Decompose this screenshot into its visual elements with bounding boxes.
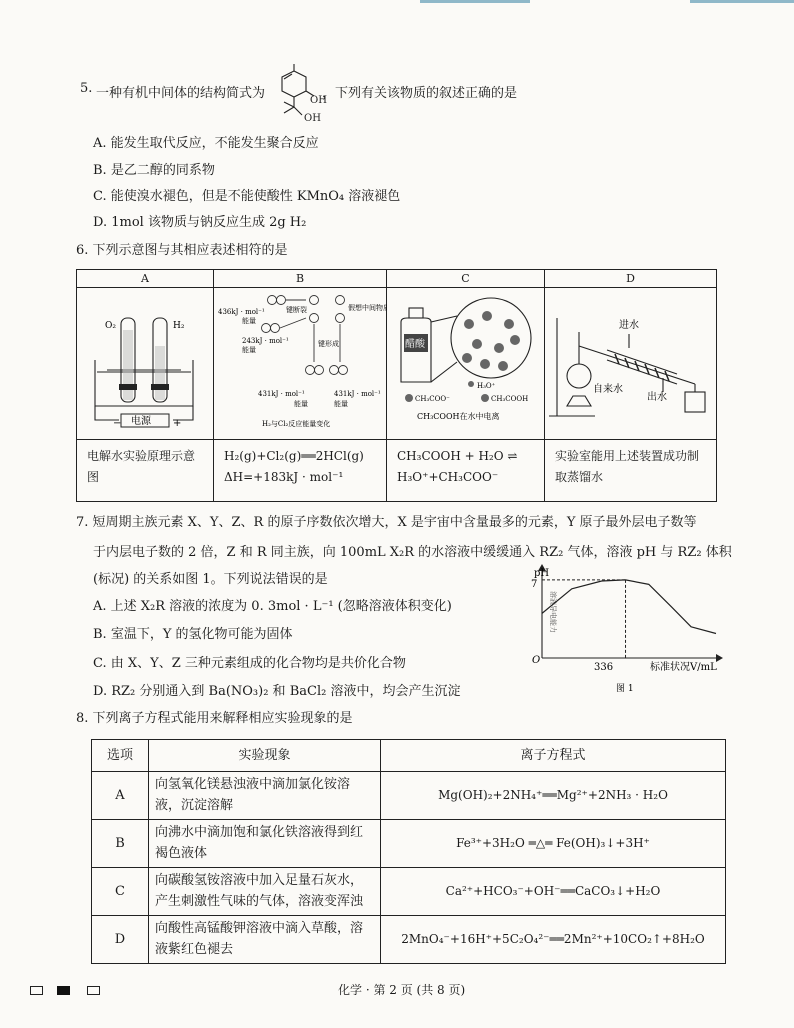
q8-row-equation: Fe³⁺+3H₂O ═△═ Fe(OH)₃↓+3H⁺ bbox=[381, 820, 726, 868]
label-h2: H₂ bbox=[173, 321, 185, 331]
q6-header-a: A bbox=[77, 270, 214, 288]
table-row bbox=[92, 772, 726, 820]
q8-row-option: B bbox=[92, 820, 149, 868]
water-out-label: 出水 bbox=[647, 392, 667, 403]
table-row bbox=[92, 916, 726, 964]
q5-option-d: D. 1mol 该物质与钠反应生成 2g H₂ bbox=[93, 215, 307, 230]
q6-desc-a: 电解水实验原理示意图 bbox=[77, 440, 214, 502]
chart-x-label: 标准状况V/mL bbox=[650, 662, 717, 673]
chart-y-tick-7: 7 bbox=[531, 579, 538, 590]
q6-desc-d: 实验室能用上述装置成功制取蒸馏水 bbox=[545, 440, 717, 502]
energy-label-1: 能量 bbox=[242, 317, 256, 325]
bond-break-label: 键断裂 bbox=[286, 306, 307, 314]
energy-436: 436kJ · mol⁻¹ bbox=[218, 308, 265, 316]
label-o2: O₂ bbox=[105, 321, 116, 331]
energy-431-right: 431kJ · mol⁻¹ bbox=[334, 390, 381, 398]
tap-water-label: 自来水 bbox=[593, 384, 623, 395]
q8-row-option: D bbox=[92, 916, 149, 964]
electrolysis-diagram bbox=[77, 288, 214, 436]
distillation-apparatus-diagram bbox=[545, 288, 717, 436]
q6-header-d: D bbox=[545, 270, 717, 288]
q7-option-a: A. 上述 X₂R 溶液的浓度为 0. 3mol · L⁻¹ (忽略溶液体积变化) bbox=[93, 599, 452, 614]
q6-stem: 6. 下列示意图与其相应表述相符的是 bbox=[76, 243, 288, 258]
q6-figure-d bbox=[545, 288, 717, 440]
figure-b-caption: H₂与Cl₂反应能量变化 bbox=[262, 420, 331, 428]
ion-h3o: H₃O⁺ bbox=[477, 382, 496, 390]
q7-option-c: C. 由 X、Y、Z 三种元素组成的化合物均是共价化合物 bbox=[93, 656, 406, 671]
ph-curve bbox=[542, 580, 716, 634]
table-row bbox=[92, 868, 726, 916]
chart-side-label: 溶液导电能力 bbox=[549, 591, 557, 633]
q6-figure-c bbox=[387, 288, 545, 440]
footer-box-3 bbox=[87, 986, 100, 995]
energy-label-2: 能量 bbox=[242, 346, 256, 354]
q8-stem: 8. 下列离子方程式能用来解释相应实验现象的是 bbox=[76, 711, 353, 726]
q8-table bbox=[91, 739, 726, 964]
hypothetical-intermediate-label: 假想中间物质 bbox=[348, 304, 387, 312]
chart-x-tick-336: 336 bbox=[594, 662, 614, 673]
figure-c-caption: CH₃COOH在水中电离 bbox=[417, 412, 500, 421]
ion-ch3coo: CH₃COO⁻ bbox=[415, 395, 450, 403]
q8-row-equation: Ca²⁺+HCO₃⁻+OH⁻══CaCO₃↓+H₂O bbox=[381, 868, 726, 916]
water-in-label: 进水 bbox=[619, 320, 639, 331]
q8-header-phenomenon: 实验现象 bbox=[149, 740, 381, 772]
chart-caption: 图 1 bbox=[616, 684, 634, 694]
energy-243: 243kJ · mol⁻¹ bbox=[242, 337, 289, 345]
q6-table bbox=[76, 269, 717, 502]
q7-ph-chart bbox=[520, 563, 735, 695]
q8-row-phenomenon: 向氢氧化镁悬浊液中滴加氯化铵溶液，沉淀溶解 bbox=[149, 772, 381, 820]
bond-form-label: 键形成 bbox=[318, 340, 339, 348]
footer-box-2 bbox=[57, 986, 70, 995]
bond-energy-diagram bbox=[214, 288, 387, 436]
chart-y-label: pH bbox=[534, 568, 550, 579]
q8-header-option: 选项 bbox=[92, 740, 149, 772]
q6-desc-b: H₂(g)+Cl₂(g)══2HCl(g) ΔH=+183kJ · mol⁻¹ bbox=[214, 440, 387, 502]
energy-431-left: 431kJ · mol⁻¹ bbox=[258, 390, 305, 398]
q5-option-c: C. 能使溴水褪色，但是不能使酸性 KMnO₄ 溶液褪色 bbox=[93, 189, 401, 204]
table-row bbox=[92, 820, 726, 868]
label-minus: − bbox=[113, 418, 122, 429]
q8-row-phenomenon: 向碳酸氢铵溶液中加入足量石灰水，产生刺激性气味的气体，溶液变浑浊 bbox=[149, 868, 381, 916]
q5-option-b: B. 是乙二醇的同系物 bbox=[93, 163, 215, 178]
q6-header-b: B bbox=[214, 270, 387, 288]
q7-option-b: B. 室温下，Y 的氢化物可能为固体 bbox=[93, 627, 293, 642]
q8-row-equation: 2MnO₄⁻+16H⁺+5C₂O₄²⁻══2Mn²⁺+10CO₂↑+8H₂O bbox=[381, 916, 726, 964]
q7-stem-line2: 于内层电子数的 2 倍，Z 和 R 同主族，向 100mL X₂R 的水溶液中缓缓通入 RZ₂ 气体，溶液 pH 与 RZ₂ 体积 bbox=[93, 545, 732, 560]
chart-origin: O bbox=[532, 655, 541, 666]
q5-number: 5. bbox=[80, 81, 93, 96]
q6-figure-a bbox=[77, 288, 214, 440]
q7-stem-line1: 7. 短周期主族元素 X、Y、Z、R 的原子序数依次增大，X 是宇宙中含量最多的元素，Y 原子最外层电子数等 bbox=[76, 515, 697, 530]
energy-label-4: 能量 bbox=[334, 400, 348, 408]
q8-row-phenomenon: 向沸水中滴加饱和氯化铁溶液得到红褐色液体 bbox=[149, 820, 381, 868]
q8-row-phenomenon: 向酸性高锰酸钾溶液中滴入草酸，溶液紫红色褪去 bbox=[149, 916, 381, 964]
footer-box-1 bbox=[30, 986, 43, 995]
q6-header-c: C bbox=[387, 270, 545, 288]
q6-desc-c: CH₃COOH + H₂O ⇌ H₃O⁺+CH₃COO⁻ bbox=[387, 440, 545, 502]
q5-struct-oh-bottom: OH bbox=[304, 113, 321, 124]
q8-row-option: A bbox=[92, 772, 149, 820]
q5-option-a: A. 能发生取代反应，不能发生聚合反应 bbox=[93, 136, 319, 151]
q6-figure-b bbox=[214, 288, 387, 440]
q8-row-equation: Mg(OH)₂+2NH₄⁺══Mg²⁺+2NH₃ · H₂O bbox=[381, 772, 726, 820]
page-number: 化学 · 第 2 页 (共 8 页) bbox=[338, 983, 466, 997]
q8-header-equation: 离子方程式 bbox=[381, 740, 726, 772]
top-edge-stripe bbox=[0, 0, 794, 3]
q8-row-option: C bbox=[92, 868, 149, 916]
bottle-label: 醋酸 bbox=[405, 339, 425, 350]
label-plus: + bbox=[173, 418, 182, 429]
label-power-source: 电源 bbox=[131, 416, 151, 427]
energy-label-3: 能量 bbox=[294, 400, 308, 408]
molecule-ch3cooh: CH₃COOH bbox=[491, 395, 529, 403]
q5-stem-post: ，下列有关该物质的叙述正确的是 bbox=[322, 86, 518, 101]
q5-struct-oh-right: OH bbox=[310, 95, 327, 106]
q7-option-d: D. RZ₂ 分别通入到 Ba(NO₃)₂ 和 BaCl₂ 溶液中，均会产生沉淀 bbox=[93, 684, 461, 699]
acetic-acid-ionization-diagram bbox=[387, 288, 545, 436]
q5-stem-pre: 一种有机中间体的结构简式为 bbox=[96, 86, 266, 101]
q7-stem-line3: (标况) 的关系如图 1。下列说法错误的是 bbox=[93, 572, 328, 587]
